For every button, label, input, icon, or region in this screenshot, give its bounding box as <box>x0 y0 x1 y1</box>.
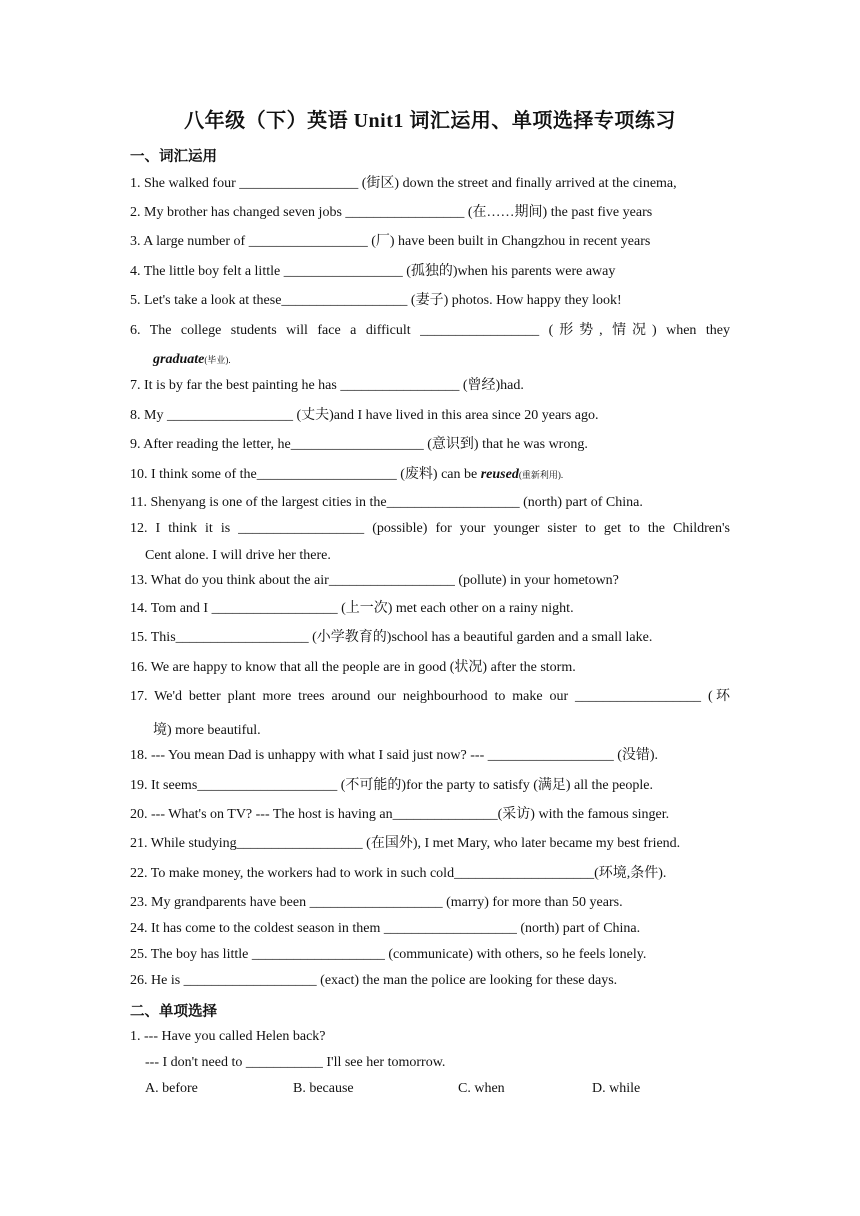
question-1: 1. She walked four _________________ (街区) down the street and finally arrived at the cinema, <box>130 176 677 191</box>
question-4: 4. The little boy felt a little _________________ (孤独的)when his parents were away <box>130 264 616 279</box>
question-10-text: 10. I think some of the____________________ (废料) can be <box>130 467 481 482</box>
question-23: 23. My grandparents have been ___________________ (marry) for more than 50 years. <box>130 895 623 910</box>
mc-option-b: B. because <box>293 1081 354 1096</box>
question-13: 13. What do you think about the air__________________ (pollute) in your hometown? <box>130 573 619 588</box>
question-9: 9. After reading the letter, he___________________ (意识到) that he was wrong. <box>130 437 588 452</box>
section-heading-multiple-choice: 二、单项选择 <box>130 1004 217 1020</box>
question-24: 24. It has come to the coldest season in them ___________________ (north) part of China. <box>130 921 641 936</box>
mc-question-1-line2: --- I don't need to ___________ I'll see her tomorrow. <box>145 1055 446 1070</box>
page-title: 八年级（下）英语 Unit1 词汇运用、单项选择专项练习 <box>184 110 676 132</box>
question-26: 26. He is ___________________ (exact) the man the police are looking for these days. <box>130 973 618 988</box>
question-21: 21. While studying__________________ (在国外), I met Mary, who later became my best friend. <box>130 836 681 851</box>
mc-option-a: A. before <box>145 1081 198 1096</box>
keyword-note: (重新利用). <box>518 470 564 480</box>
question-18: 18. --- You mean Dad is unhappy with what I said just now? --- __________________ (没错). <box>130 748 659 763</box>
question-15: 15. This___________________ (小学教育的)school has a beautiful garden and a small lake. <box>130 630 653 645</box>
question-17: 17. We'd better plant more trees around our neighbourhood to make our __________________ (环 <box>130 689 730 704</box>
question-16: 16. We are happy to know that all the people are in good (状况) after the storm. <box>130 660 576 675</box>
question-20: 20. --- What's on TV? --- The host is having an_______________(采访) with the famous singer. <box>130 807 670 822</box>
keyword-note: (毕业). <box>204 355 231 365</box>
question-6-continuation <box>153 352 231 368</box>
question-5: 5. Let's take a look at these__________________ (妻子) photos. How happy they look! <box>130 293 622 308</box>
section-heading-vocabulary: 一、词汇运用 <box>130 149 217 165</box>
question-3: 3. A large number of _________________ (厂) have been built in Changzhou in recent years <box>130 234 651 249</box>
question-12-continuation: Cent alone. I will drive her there. <box>145 548 331 563</box>
question-14: 14. Tom and I __________________ (上一次) met each other on a rainy night. <box>130 601 574 616</box>
mc-question-1: 1. --- Have you called Helen back? <box>130 1029 326 1044</box>
question-22: 22. To make money, the workers had to work in such cold____________________(环境,条件). <box>130 866 667 881</box>
question-6: 6. The college students will face a difficult _________________ (形势, 情况) when they <box>130 323 730 338</box>
question-19: 19. It seems____________________ (不可能的)for the party to satisfy (满足) all the people. <box>130 778 653 793</box>
question-11: 11. Shenyang is one of the largest cities in the___________________ (north) part of China. <box>130 495 643 510</box>
question-7: 7. It is by far the best painting he has _________________ (曾经)had. <box>130 378 524 393</box>
question-8: 8. My __________________ (丈夫)and I have lived in this area since 20 years ago. <box>130 408 599 423</box>
question-12: 12. I think it is __________________ (possible) for your younger sister to get to the Children's <box>130 521 730 536</box>
question-2: 2. My brother has changed seven jobs _________________ (在……期间) the past five years <box>130 205 653 220</box>
keyword-reused: reused <box>480 467 519 482</box>
mc-option-d: D. while <box>592 1081 641 1096</box>
question-10 <box>130 462 730 488</box>
keyword-graduate: graduate <box>153 352 205 367</box>
question-17-continuation: 境) more beautiful. <box>153 723 261 738</box>
mc-option-c: C. when <box>458 1081 505 1096</box>
question-25: 25. The boy has little ___________________ (communicate) with others, so he feels lonely. <box>130 947 647 962</box>
